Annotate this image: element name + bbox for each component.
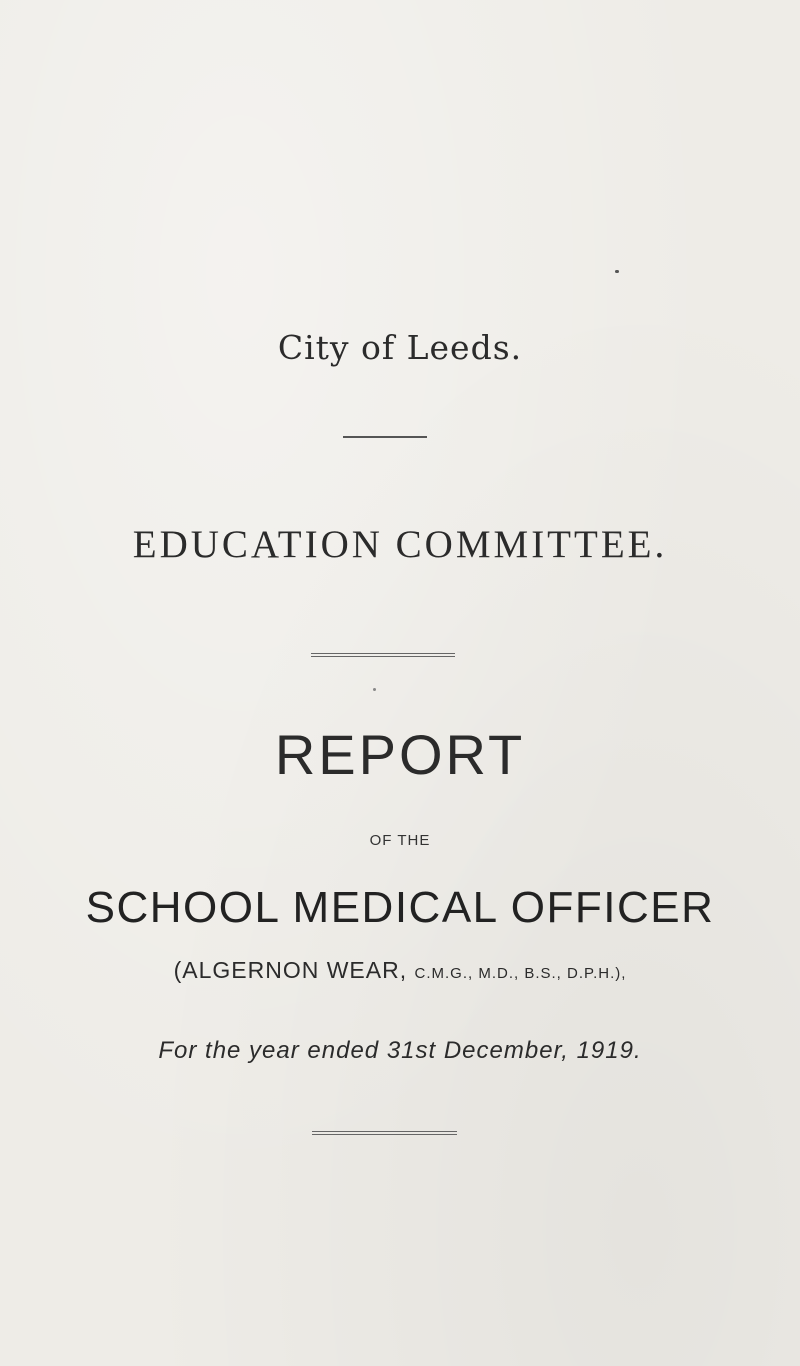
officer-title: SCHOOL MEDICAL OFFICER: [85, 883, 715, 932]
report-title: REPORT: [274, 723, 526, 786]
committee-heading: EDUCATION COMMITTEE.: [132, 523, 668, 566]
report-year-line: For the year ended 31st December, 1919.: [158, 1037, 642, 1064]
city-heading: City of Leeds.: [277, 328, 523, 367]
bottom-double-divider-rule: [312, 1131, 457, 1135]
of-the-label: OF THE: [369, 832, 431, 849]
officer-name: (ALGERNON WEAR,: [173, 957, 415, 983]
paper-speck: [615, 270, 619, 273]
divider-rule: [343, 436, 427, 438]
double-divider-rule: [311, 653, 455, 657]
paper-speck: [373, 688, 376, 691]
officer-name-line: [0, 957, 800, 984]
officer-degrees: C.M.G., M.D., B.S., D.P.H.),: [414, 965, 627, 982]
